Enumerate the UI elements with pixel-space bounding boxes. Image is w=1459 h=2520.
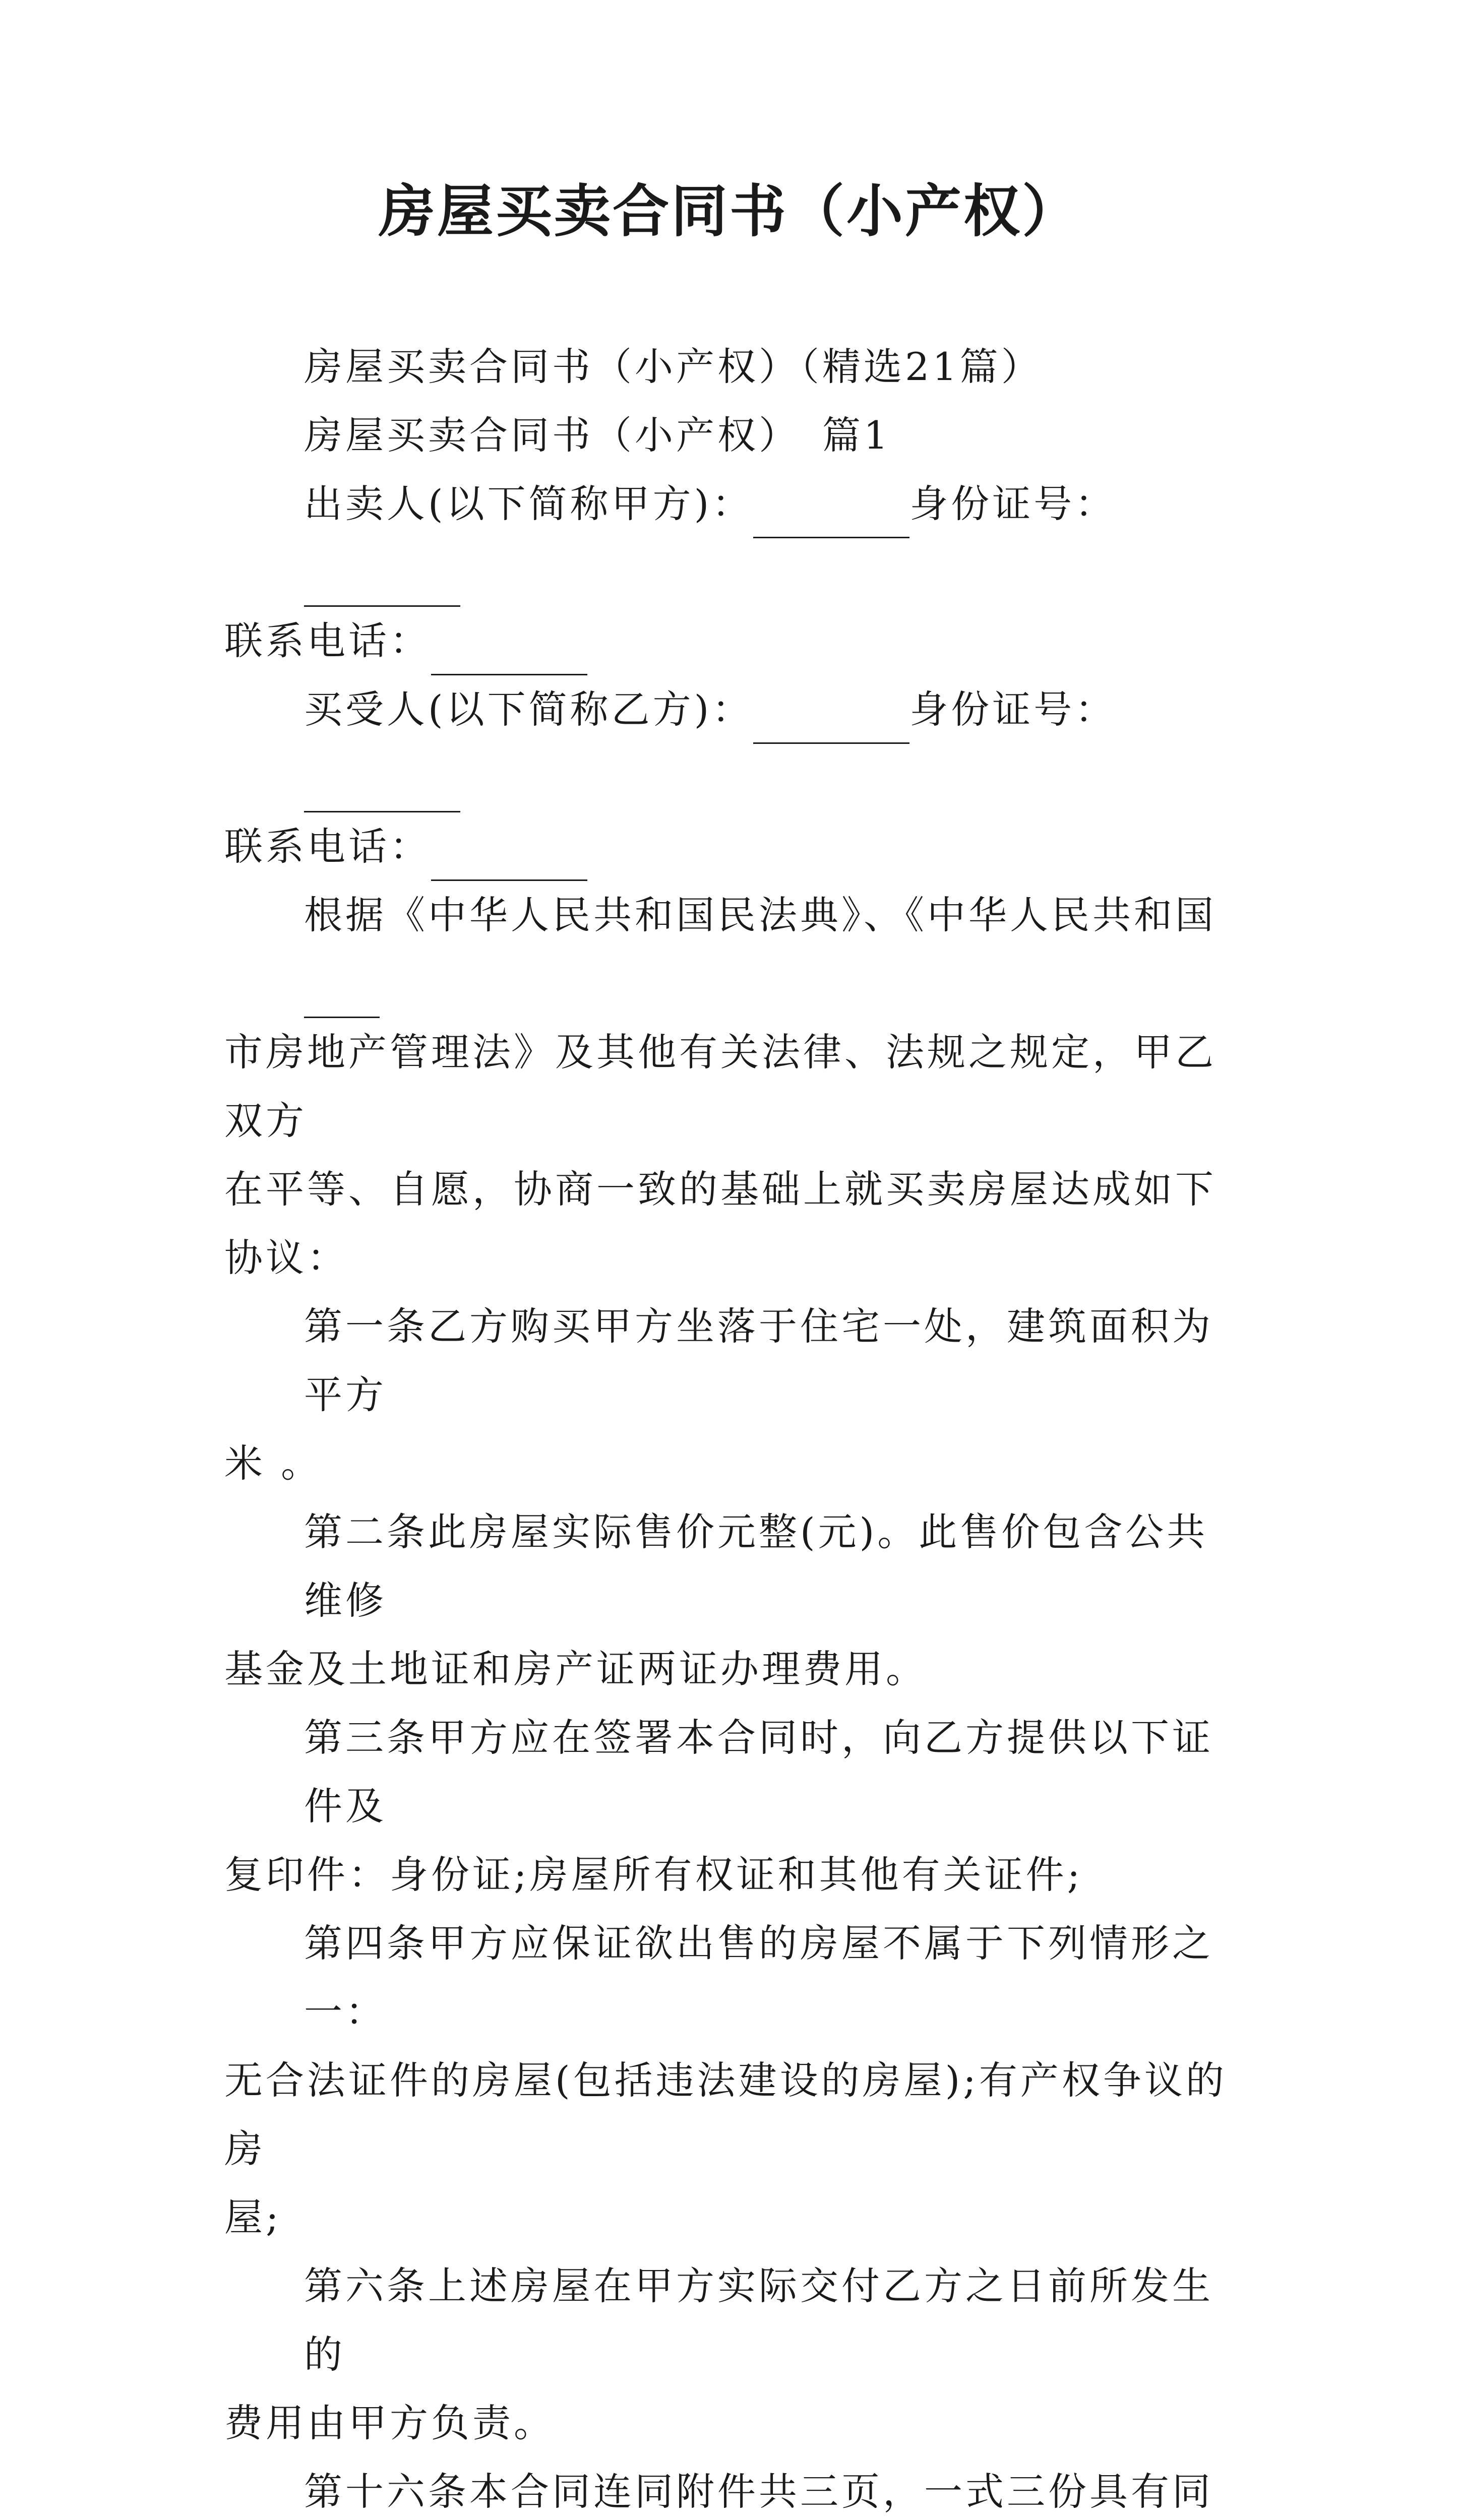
clause-6-line-2: 费用由甲方负责。	[224, 2401, 555, 2445]
clause-6-line-1: 第六条上述房屋在甲方实际交付乙方之日前所发生的	[304, 2263, 1213, 2377]
subtitle: 房屋买卖合同书（小产权）（精选21篇）	[304, 344, 1043, 389]
clause-3-line-1: 第三条甲方应在签署本合同时，向乙方提供以下证件及	[304, 1715, 1213, 1829]
buyer-label: 买受人(以下简称乙方)：	[304, 687, 754, 732]
buyer-name-blank	[753, 702, 909, 744]
buyer-phone-label: 联系电话：	[224, 824, 431, 869]
clause-3-line-2: 复印件：身份证;房屋所有权证和其他有关证件;	[224, 1852, 1083, 1897]
preamble-line-3: 在平等、自愿，协商一致的基础上就买卖房屋达成如下协议：	[224, 1167, 1217, 1280]
seller-phone-blank	[431, 634, 587, 675]
clause-4-line-3: 屋;	[224, 2195, 282, 2240]
document-title: 房屋买卖合同书（小产权）	[379, 178, 1080, 244]
buyer-id-label: 身份证号：	[909, 687, 1117, 732]
clause-16-line-1: 第十六条本合同连同附件共三页，一式三份具有同	[304, 2469, 1213, 2514]
seller-phone-line	[224, 607, 1243, 675]
section-heading: 房屋买卖合同书（小产权） 篇1	[304, 413, 891, 458]
preamble-line-2: 市房地产管理法》及其他有关法律、法规之规定，甲乙双方	[224, 1030, 1217, 1143]
clause-1-line-2: 米 。	[224, 1441, 323, 1486]
clause-4-line-1: 第四条甲方应保证欲出售的房屋不属于下列情形之一：	[304, 1921, 1213, 2034]
seller-name-blank	[753, 496, 909, 538]
preamble-line-1	[224, 881, 1243, 1018]
buyer-phone-line	[224, 812, 1243, 881]
clause-2-line-2: 基金及土地证和房产证两证办理费用。	[224, 1647, 927, 1691]
buyer-id-blank	[304, 771, 460, 812]
seller-id-label: 身份证号：	[909, 481, 1117, 526]
seller-line	[224, 470, 1243, 607]
buyer-line	[224, 675, 1243, 812]
document-body	[224, 333, 1243, 2520]
buyer-phone-blank	[431, 839, 587, 881]
clause-4-line-2: 无合法证件的房屋(包括违法建设的房屋);有产权争议的房	[224, 2058, 1227, 2171]
seller-label: 出卖人(以下简称甲方)：	[304, 481, 754, 526]
preamble-text-1: 根据《中华人民共和国民法典》、《中华人民共和国	[304, 893, 1217, 937]
seller-id-blank	[304, 565, 460, 607]
clause-1-line-1: 第一条乙方购买甲方坐落于住宅一处，建筑面积为平方	[304, 1304, 1213, 1417]
seller-phone-label: 联系电话：	[224, 618, 431, 663]
city-blank	[304, 976, 380, 1018]
clause-2-line-1: 第二条此房屋实际售价元整(元)。此售价包含公共维修	[304, 1509, 1208, 1623]
